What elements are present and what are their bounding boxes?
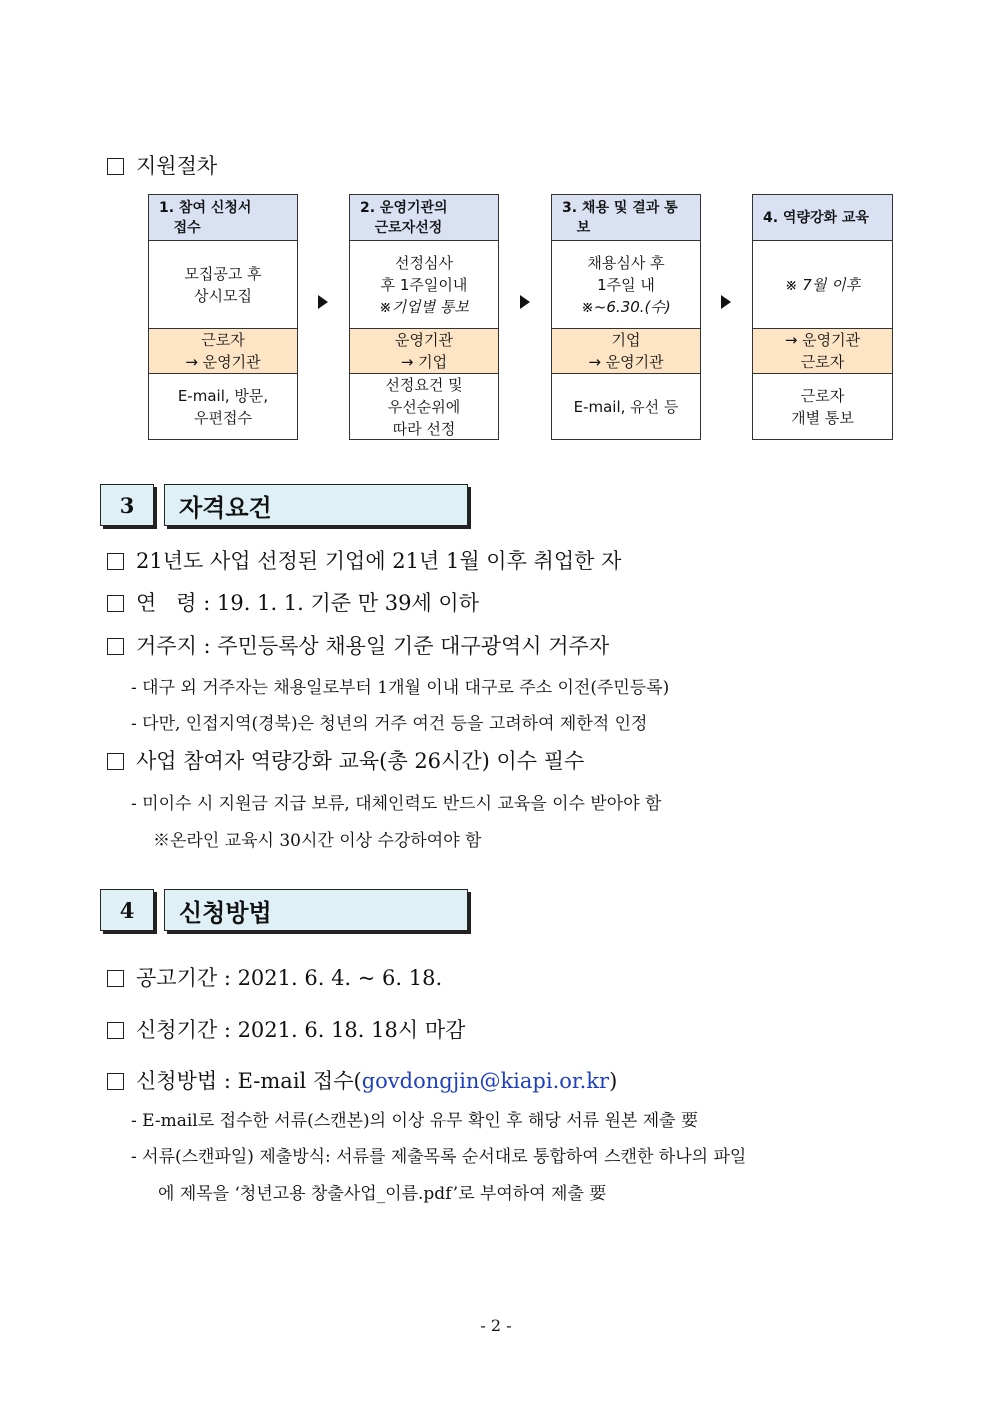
flow-step-main: 모집공고 후 상시모집 (149, 241, 297, 329)
checkbox-square-icon (107, 595, 124, 612)
checkbox-square-icon (107, 1022, 124, 1039)
section-3-title: 자격요건 (164, 484, 468, 526)
education-sub: - 미이수 시 지원금 지급 보류, 대체인력도 반드시 교육을 이수 받아야 함 (131, 794, 662, 814)
arrow-right-icon (721, 295, 731, 309)
education-item: 사업 참여자 역량강화 교육(총 26시간) 이수 필수 (107, 745, 584, 775)
flow-step-title: 3. 채용 및 결과 통 보 (552, 195, 700, 241)
flow-step-direction: 기업 → 운영기관 (552, 329, 700, 374)
flow-step-direction: → 운영기관 근로자 (753, 329, 892, 374)
checkbox-square-icon (107, 970, 124, 987)
eligibility-item: 거주지 : 주민등록상 채용일 기준 대구광역시 거주자 (107, 630, 609, 660)
checkbox-square-icon (107, 638, 124, 655)
flow-step-method: 선정요건 및 우선순위에 따라 선정 (385, 375, 463, 438)
checkbox-square-icon (107, 553, 124, 570)
flow-step-main: ※ 7월 이후 (753, 241, 892, 329)
eligibility-item: 21년도 사업 선정된 기업에 21년 1월 이후 취업한 자 (107, 545, 621, 575)
announcement-period: 공고기간 : 2021. 6. 4. ~ 6. 18. (107, 962, 442, 992)
procedure-heading: 지원절차 (107, 150, 217, 180)
section-4-number: 4 (100, 889, 154, 931)
method-sub: - E-mail로 접수한 서류(스캔본)의 이상 유무 확인 후 해당 서류 원본 제출 要 (131, 1111, 699, 1131)
checkbox-square-icon (107, 158, 124, 175)
flow-step-method: E-mail, 방문, 우편접수 (177, 386, 269, 427)
checkbox-square-icon (107, 753, 124, 770)
arrow-right-icon (520, 295, 530, 309)
flow-step-title: 4. 역량강화 교육 (753, 195, 892, 241)
email-link[interactable]: govdongjin@kiapi.or.kr (361, 1069, 610, 1093)
residence-sub: - 대구 외 거주자는 채용일로부터 1개월 이내 대구로 주소 이전(주민등록) (131, 678, 670, 698)
section-4-title: 신청방법 (164, 889, 468, 931)
method-sub: - 서류(스캔파일) 제출방식: 서류를 제출목록 순서대로 통합하여 스캔한 하나의 파일 (131, 1147, 747, 1167)
section-3-number: 3 (100, 484, 154, 526)
education-note: ※온라인 교육시 30시간 이상 수강하여야 함 (153, 831, 482, 851)
flow-step-method: E-mail, 유선 등 (573, 397, 679, 416)
flow-step-4 (752, 194, 893, 440)
page-number: - 2 - (480, 1316, 512, 1335)
checkbox-square-icon (107, 1073, 124, 1090)
method-sub-continued: 에 제목을 ‘청년고용 창출사업_이름.pdf’로 부여하여 제출 要 (158, 1184, 607, 1204)
flow-step-main: 채용심사 후 1주일 내 ※~6.30.(수) (552, 241, 700, 329)
flow-step-direction: 근로자 → 운영기관 (149, 329, 297, 374)
flow-step-main: 선정심사 후 1주일이내 ※기업별 통보 (350, 241, 498, 329)
arrow-right-icon (318, 295, 328, 309)
flow-step-2 (349, 194, 499, 440)
application-method: 신청방법 : E-mail 접수(govdongjin@kiapi.or.kr) (107, 1065, 617, 1095)
flow-step-3 (551, 194, 701, 440)
flow-step-1 (148, 194, 298, 440)
eligibility-item: 연 령 : 19. 1. 1. 기준 만 39세 이하 (107, 587, 479, 617)
flow-step-method: 근로자 개별 통보 (791, 386, 854, 427)
flow-step-title: 2. 운영기관의 근로자선정 (350, 195, 498, 241)
application-period: 신청기간 : 2021. 6. 18. 18시 마감 (107, 1014, 465, 1044)
flow-step-title: 1. 참여 신청서 접수 (149, 195, 297, 241)
flow-step-direction: 운영기관 → 기업 (350, 329, 498, 374)
residence-sub: - 다만, 인접지역(경북)은 청년의 거주 여건 등을 고려하여 제한적 인정 (131, 714, 648, 734)
